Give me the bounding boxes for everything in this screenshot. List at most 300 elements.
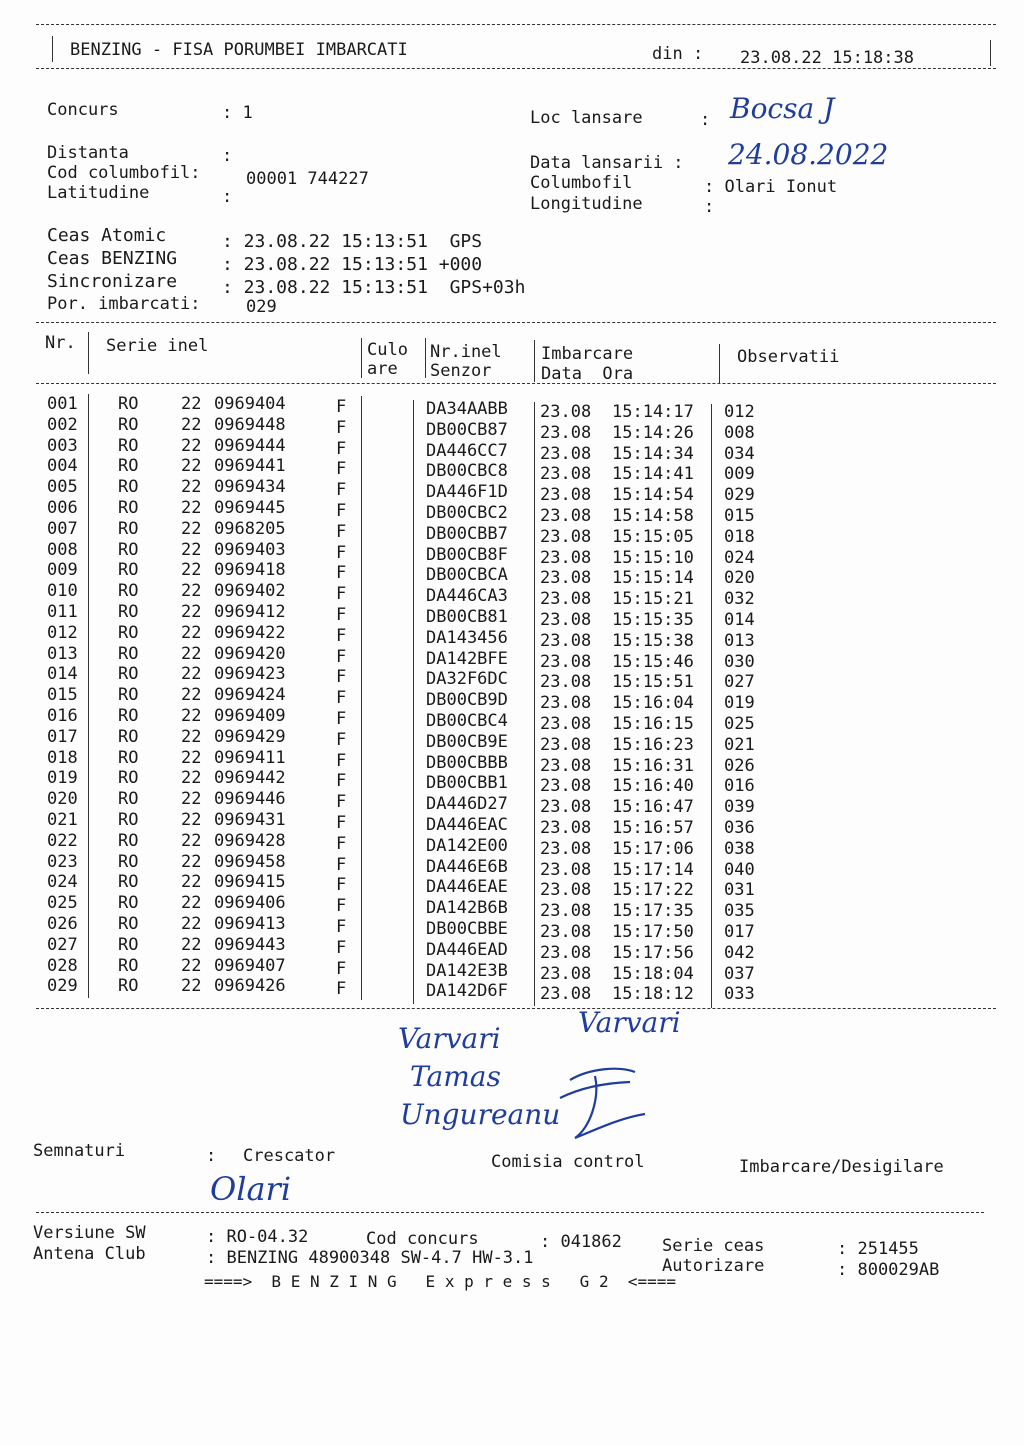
row-year: 22 [181, 893, 202, 914]
row-ring-number: 0969446 [214, 789, 286, 810]
data-lansarii-label: Data lansarii : [530, 153, 684, 173]
row-sex: F [336, 917, 347, 937]
row-boarding-time: 15:17:22 [612, 880, 694, 901]
table-row [0, 706, 1024, 734]
row-number: 014 [47, 664, 78, 685]
row-sex: F [336, 729, 347, 750]
col-header-imbarcare-1: Imbarcare [541, 344, 634, 364]
row-country: RO [118, 830, 139, 851]
row-country: RO [118, 518, 139, 539]
row-ring-number: 0969403 [214, 539, 286, 560]
cod-columbofil-value: 00001 744227 [246, 169, 369, 189]
row-year: 22 [181, 685, 202, 706]
row-ring-number: 0969418 [214, 560, 286, 581]
row-country: RO [118, 768, 139, 789]
cod-concurs-label: Cod concurs [366, 1229, 479, 1249]
row-ring-number: 0969409 [214, 706, 286, 726]
row-country: RO [118, 706, 139, 726]
distanta-value: : [222, 146, 233, 166]
row-year: 22 [181, 851, 202, 872]
row-number: 003 [47, 435, 78, 456]
row-boarding-time: 15:17:14 [612, 859, 694, 880]
table-row [0, 477, 1024, 506]
row-boarding-date: 23.08 [540, 630, 592, 651]
row-boarding-time: 15:16:31 [612, 755, 694, 776]
row-number: 029 [47, 976, 78, 997]
row-sensor-id: DB00CB9E [426, 731, 508, 752]
row-year: 22 [181, 914, 202, 934]
row-sensor-id: DB00CBB7 [426, 523, 508, 544]
row-sex: F [336, 833, 347, 854]
footer-top-rule [36, 1212, 984, 1213]
row-country: RO [118, 602, 139, 622]
row-number: 012 [47, 622, 78, 643]
col-sep-serie [361, 338, 362, 378]
row-boarding-time: 15:17:06 [612, 838, 694, 859]
longitudine-label: Longitudine [530, 194, 643, 214]
row-observation: 008 [724, 422, 755, 443]
columbofil-label: Columbofil [530, 173, 633, 193]
row-boarding-time: 15:14:41 [612, 464, 694, 485]
loc-lansare-label: Loc lansare [530, 108, 643, 128]
latitudine-label: Latitudine [47, 183, 150, 203]
row-sensor-id: DA446EAC [426, 815, 508, 835]
loc-lansare-colon: : [700, 110, 711, 130]
row-ring-number: 0969431 [214, 810, 286, 830]
row-ring-number: 0969423 [214, 664, 286, 685]
row-country: RO [118, 664, 139, 685]
row-sensor-id: DA446D27 [426, 794, 508, 815]
row-sensor-id: DA446EAD [426, 939, 508, 960]
crescator-handwritten-signature: Olari [210, 1170, 292, 1208]
versiune-sw-value: : RO-04.32 [206, 1227, 309, 1247]
row-boarding-date: 23.08 [540, 818, 592, 838]
table-row [0, 747, 1024, 776]
row-country: RO [118, 622, 139, 643]
row-observation: 039 [724, 797, 755, 818]
row-observation: 040 [724, 859, 755, 880]
row-boarding-date: 23.08 [540, 464, 592, 485]
top-dashed-rule [36, 24, 996, 25]
table-bottom-rule [36, 1008, 996, 1009]
row-observation: 033 [724, 984, 755, 1005]
signature-scribble-icon [550, 1058, 660, 1148]
row-sensor-id: DA34AABB [426, 399, 508, 419]
row-country: RO [118, 560, 139, 581]
row-boarding-time: 15:16:57 [612, 818, 694, 838]
row-year: 22 [181, 810, 202, 830]
row-observation: 012 [724, 402, 755, 422]
row-boarding-time: 15:15:14 [612, 568, 694, 589]
table-row [0, 789, 1024, 818]
row-observation: 031 [724, 880, 755, 901]
row-year: 22 [181, 706, 202, 726]
row-number: 021 [47, 810, 78, 830]
row-number: 020 [47, 789, 78, 810]
row-year: 22 [181, 955, 202, 976]
table-row [0, 664, 1024, 693]
row-boarding-date: 23.08 [540, 485, 592, 506]
row-boarding-time: 15:14:17 [612, 402, 694, 422]
row-number: 017 [47, 726, 78, 747]
row-sex: F [336, 459, 347, 480]
row-country: RO [118, 726, 139, 747]
table-row [0, 893, 1024, 922]
row-ring-number: 0969406 [214, 893, 286, 914]
row-number: 024 [47, 872, 78, 893]
row-sex: F [336, 584, 347, 605]
document-title: BENZING - FISA PORUMBEI IMBARCATI [70, 40, 408, 60]
row-sensor-id: DA446CA3 [426, 586, 508, 607]
row-ring-number: 0968205 [214, 518, 286, 539]
row-boarding-date: 23.08 [540, 942, 592, 963]
table-row [0, 768, 1024, 797]
row-boarding-time: 15:14:26 [612, 422, 694, 443]
row-number: 005 [47, 477, 78, 498]
row-country: RO [118, 435, 139, 456]
row-boarding-date: 23.08 [540, 589, 592, 610]
row-year: 22 [181, 539, 202, 560]
row-number: 018 [47, 747, 78, 768]
row-country: RO [118, 394, 139, 414]
col-sep-imbarcare [719, 344, 720, 384]
row-sensor-id: DA142BFE [426, 648, 508, 669]
row-country: RO [118, 539, 139, 560]
row-ring-number: 0969443 [214, 934, 286, 955]
row-boarding-time: 15:15:46 [612, 651, 694, 672]
latitudine-value: : [222, 187, 233, 207]
row-country: RO [118, 872, 139, 893]
row-boarding-date: 23.08 [540, 734, 592, 755]
row-ring-number: 0969412 [214, 602, 286, 622]
row-number: 023 [47, 851, 78, 872]
row-sensor-id: DA142D6F [426, 981, 508, 1002]
row-sensor-id: DA142E3B [426, 960, 508, 981]
row-sensor-id: DB00CBBB [426, 752, 508, 773]
row-observation: 035 [724, 901, 755, 922]
row-year: 22 [181, 498, 202, 518]
row-country: RO [118, 914, 139, 934]
row-country: RO [118, 893, 139, 914]
row-boarding-date: 23.08 [540, 901, 592, 922]
row-observation: 009 [724, 464, 755, 485]
row-ring-number: 0969407 [214, 955, 286, 976]
row-boarding-date: 23.08 [540, 714, 592, 734]
row-year: 22 [181, 872, 202, 893]
row-year: 22 [181, 414, 202, 435]
row-boarding-date: 23.08 [540, 755, 592, 776]
row-observation: 036 [724, 818, 755, 838]
row-sensor-id: DB00CB8F [426, 544, 508, 565]
row-boarding-time: 15:15:05 [612, 526, 694, 547]
row-country: RO [118, 747, 139, 768]
row-observation: 029 [724, 485, 755, 506]
row-boarding-date: 23.08 [540, 838, 592, 859]
row-ring-number: 0969413 [214, 914, 286, 934]
row-boarding-date: 23.08 [540, 568, 592, 589]
semnaturi-colon: : [206, 1146, 217, 1166]
row-sensor-id: DA32F6DC [426, 669, 508, 690]
data-lansarii-handwritten: 24.08.2022 [728, 138, 889, 171]
row-observation: 042 [724, 942, 755, 963]
distanta-label: Distanta [47, 143, 129, 163]
table-row [0, 394, 1024, 422]
table-row [0, 498, 1024, 526]
row-sensor-id: DB00CBC8 [426, 461, 508, 482]
row-number: 009 [47, 560, 78, 581]
table-row [0, 435, 1024, 464]
handwritten-signature-1: Varvari [398, 1022, 501, 1055]
row-year: 22 [181, 581, 202, 602]
row-number: 027 [47, 934, 78, 955]
row-sensor-id: DA142B6B [426, 898, 508, 919]
table-row [0, 851, 1024, 880]
row-year: 22 [181, 643, 202, 664]
row-boarding-date: 23.08 [540, 797, 592, 818]
table-row [0, 955, 1024, 984]
handwritten-signature-4: Ungureanu [400, 1098, 561, 1131]
col-header-nrinel-1: Nr.inel [430, 342, 502, 362]
row-boarding-time: 15:14:54 [612, 485, 694, 506]
row-ring-number: 0969404 [214, 394, 286, 414]
row-boarding-date: 23.08 [540, 443, 592, 464]
header-bottom-rule [36, 68, 996, 69]
row-sensor-id: DA142E00 [426, 835, 508, 856]
row-ring-number: 0969422 [214, 622, 286, 643]
table-row [0, 539, 1024, 568]
table-row [0, 602, 1024, 630]
row-year: 22 [181, 747, 202, 768]
row-sex: F [336, 417, 347, 438]
row-country: RO [118, 643, 139, 664]
serie-ceas-value: : 251455 [837, 1239, 919, 1259]
row-number: 028 [47, 955, 78, 976]
row-boarding-time: 15:16:04 [612, 693, 694, 714]
row-sensor-id: DA446CC7 [426, 440, 508, 461]
row-boarding-date: 23.08 [540, 963, 592, 984]
row-sex: F [336, 625, 347, 646]
row-sex: F [336, 709, 347, 729]
row-boarding-time: 15:17:56 [612, 942, 694, 963]
row-number: 008 [47, 539, 78, 560]
table-row [0, 726, 1024, 755]
comisia-control-label: Comisia control [491, 1152, 645, 1172]
longitudine-value: : [704, 197, 715, 217]
row-year: 22 [181, 477, 202, 498]
row-ring-number: 0969420 [214, 643, 286, 664]
row-country: RO [118, 685, 139, 706]
row-sex: F [336, 750, 347, 771]
table-row [0, 872, 1024, 901]
col-header-culoare-1: Culo [367, 340, 408, 360]
imbarcare-desigilare-label: Imbarcare/Desigilare [739, 1157, 944, 1177]
table-top-rule [36, 322, 996, 323]
row-sex: F [336, 480, 347, 501]
row-sensor-id: DA446E6B [426, 856, 508, 877]
porumbei-imbarcati-value: 029 [246, 297, 277, 317]
row-year: 22 [181, 726, 202, 747]
ceas-benzing-label: Ceas BENZING [47, 248, 178, 269]
row-observation: 015 [724, 506, 755, 526]
autorizare-label: Autorizare [662, 1256, 765, 1276]
col-header-culoare-2: are [367, 359, 398, 379]
row-sex: F [336, 438, 347, 459]
row-sex: F [336, 958, 347, 979]
row-sex: F [336, 813, 347, 833]
row-boarding-date: 23.08 [540, 672, 592, 693]
row-year: 22 [181, 934, 202, 955]
table-row [0, 643, 1024, 672]
row-sensor-id: DB00CBB1 [426, 773, 508, 794]
row-number: 004 [47, 456, 78, 477]
row-observation: 013 [724, 630, 755, 651]
cod-columbofil-label: Cod columbofil: [47, 163, 201, 183]
sincronizare-label: Sincronizare [47, 271, 178, 292]
row-boarding-date: 23.08 [540, 984, 592, 1005]
row-country: RO [118, 789, 139, 810]
row-sex: F [336, 937, 347, 958]
ceas-atomic-value: : 23.08.22 15:13:51 GPS [222, 231, 483, 252]
row-sensor-id: DB00CB9D [426, 690, 508, 711]
row-country: RO [118, 934, 139, 955]
row-country: RO [118, 851, 139, 872]
row-country: RO [118, 414, 139, 435]
row-country: RO [118, 456, 139, 477]
row-sex: F [336, 979, 347, 1000]
col-sep-nr [88, 332, 89, 374]
row-observation: 021 [724, 734, 755, 755]
row-number: 010 [47, 581, 78, 602]
row-year: 22 [181, 789, 202, 810]
sincronizare-value: : 23.08.22 15:13:51 GPS+03h [222, 277, 526, 298]
handwritten-signature-2: Varvari [578, 1006, 681, 1039]
row-boarding-time: 15:14:34 [612, 443, 694, 464]
row-sex: F [336, 646, 347, 667]
col-header-serie: Serie inel [106, 336, 209, 356]
row-boarding-time: 15:17:50 [612, 922, 694, 942]
row-sex: F [336, 688, 347, 709]
row-boarding-time: 15:16:47 [612, 797, 694, 818]
col-header-nr: Nr. [45, 333, 76, 353]
row-country: RO [118, 976, 139, 997]
row-number: 013 [47, 643, 78, 664]
row-number: 019 [47, 768, 78, 789]
benzing-express-banner: ====> B E N Z I N G E x p r e s s G 2 <==== [204, 1272, 677, 1291]
table-row [0, 414, 1024, 443]
row-observation: 016 [724, 776, 755, 797]
row-sex: F [336, 542, 347, 563]
row-boarding-date: 23.08 [540, 693, 592, 714]
row-boarding-date: 23.08 [540, 651, 592, 672]
row-boarding-date: 23.08 [540, 922, 592, 942]
row-sex: F [336, 792, 347, 813]
row-ring-number: 0969442 [214, 768, 286, 789]
autorizare-value: : 800029AB [837, 1260, 940, 1280]
row-sensor-id: DA446F1D [426, 482, 508, 503]
col-header-observatii: Observatii [737, 347, 840, 367]
row-boarding-time: 15:16:15 [612, 714, 694, 734]
row-observation: 019 [724, 693, 755, 714]
row-boarding-time: 15:18:04 [612, 963, 694, 984]
row-sensor-id: DB00CBCA [426, 565, 508, 586]
row-boarding-date: 23.08 [540, 402, 592, 422]
row-boarding-time: 15:15:21 [612, 589, 694, 610]
row-observation: 038 [724, 838, 755, 859]
row-sex: F [336, 854, 347, 875]
row-sex: F [336, 521, 347, 542]
row-ring-number: 0969426 [214, 976, 286, 997]
row-boarding-time: 15:15:35 [612, 610, 694, 630]
table-row [0, 934, 1024, 963]
row-sex: F [336, 771, 347, 792]
row-observation: 030 [724, 651, 755, 672]
row-observation: 025 [724, 714, 755, 734]
row-sensor-id: DB00CB81 [426, 607, 508, 627]
row-number: 006 [47, 498, 78, 518]
concurs-label: Concurs [47, 100, 119, 120]
ceas-atomic-label: Ceas Atomic [47, 225, 167, 246]
row-number: 016 [47, 706, 78, 726]
row-ring-number: 0969448 [214, 414, 286, 435]
row-country: RO [118, 477, 139, 498]
row-ring-number: 0969424 [214, 685, 286, 706]
handwritten-signature-3: Tamas [410, 1060, 501, 1093]
row-ring-number: 0969429 [214, 726, 286, 747]
porumbei-imbarcati-label: Por. imbarcati: [47, 294, 201, 314]
row-year: 22 [181, 602, 202, 622]
table-row [0, 914, 1024, 942]
concurs-value: : 1 [222, 103, 253, 123]
row-year: 22 [181, 394, 202, 414]
col-sep-culoare [425, 338, 426, 378]
row-number: 022 [47, 830, 78, 851]
versiune-sw-label: Versiune SW [33, 1223, 146, 1243]
row-boarding-date: 23.08 [540, 776, 592, 797]
row-boarding-date: 23.08 [540, 506, 592, 526]
row-sex: F [336, 667, 347, 688]
row-boarding-time: 15:15:38 [612, 630, 694, 651]
row-country: RO [118, 581, 139, 602]
table-row [0, 830, 1024, 859]
header-din-label: din : [652, 44, 704, 64]
row-boarding-date: 23.08 [540, 422, 592, 443]
row-observation: 014 [724, 610, 755, 630]
row-sensor-id: DB00CBC4 [426, 711, 508, 731]
row-boarding-date: 23.08 [540, 526, 592, 547]
table-row [0, 518, 1024, 547]
row-sensor-id: DB00CBC2 [426, 503, 508, 523]
row-boarding-time: 15:15:51 [612, 672, 694, 693]
row-sensor-id: DA446EAE [426, 877, 508, 898]
semnaturi-label: Semnaturi [33, 1141, 126, 1161]
antena-club-label: Antena Club [33, 1244, 146, 1264]
table-header-bottom-rule [36, 383, 996, 384]
antena-club-value: : BENZING 48900348 SW-4.7 HW-3.1 [206, 1248, 534, 1268]
row-observation: 020 [724, 568, 755, 589]
row-observation: 018 [724, 526, 755, 547]
row-ring-number: 0969445 [214, 498, 286, 518]
row-year: 22 [181, 976, 202, 997]
row-ring-number: 0969458 [214, 851, 286, 872]
row-boarding-time: 15:18:12 [612, 984, 694, 1005]
table-row [0, 685, 1024, 714]
table-row [0, 456, 1024, 485]
row-sex: F [336, 501, 347, 521]
row-number: 025 [47, 893, 78, 914]
row-observation: 026 [724, 755, 755, 776]
header-right-bar [990, 40, 991, 66]
row-observation: 027 [724, 672, 755, 693]
